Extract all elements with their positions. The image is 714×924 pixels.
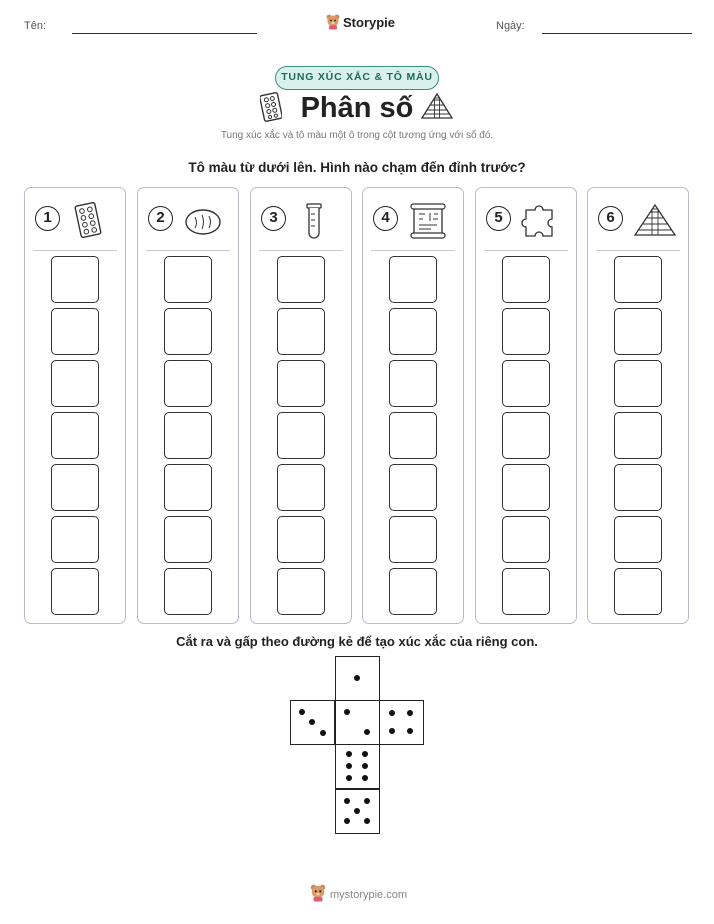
column-header — [373, 202, 453, 238]
color-cell[interactable] — [389, 360, 437, 407]
color-cell[interactable] — [277, 568, 325, 615]
dice-pip — [364, 729, 370, 735]
column-number: 4 — [373, 206, 398, 231]
dice-pip — [346, 751, 352, 757]
color-cell[interactable] — [164, 308, 212, 355]
dice-pip — [362, 751, 368, 757]
color-cell[interactable] — [51, 412, 99, 459]
title-row — [0, 88, 714, 128]
name-label: Tên: — [24, 20, 47, 32]
papyrus-scroll-icon — [408, 202, 448, 240]
instruction: Tô màu từ dưới lên. Hình nào chạm đến đỉnh trước? — [188, 160, 526, 175]
column-number: 2 — [148, 206, 173, 231]
color-cell[interactable] — [277, 412, 325, 459]
column-divider — [596, 250, 680, 251]
dice-pip — [344, 709, 350, 715]
column-header — [486, 202, 566, 238]
column-number: 1 — [35, 206, 60, 231]
dice-face — [335, 656, 380, 701]
test-tube-icon — [296, 202, 332, 240]
column-6 — [587, 187, 689, 624]
cut-instruction: Cắt ra và gấp theo đường kẻ để tạo xúc xắc của riêng con. — [176, 634, 538, 649]
color-cell[interactable] — [502, 360, 550, 407]
dice-pip — [364, 798, 370, 804]
dice-pip — [389, 728, 395, 734]
dice-pip — [344, 818, 350, 824]
color-cell[interactable] — [502, 516, 550, 563]
color-cell[interactable] — [502, 568, 550, 615]
color-cell[interactable] — [389, 516, 437, 563]
color-cell[interactable] — [614, 256, 662, 303]
column-header — [35, 202, 115, 238]
color-cell[interactable] — [164, 360, 212, 407]
column-number: 5 — [486, 206, 511, 231]
color-cell[interactable] — [614, 360, 662, 407]
color-cell[interactable] — [389, 412, 437, 459]
color-cell[interactable] — [51, 360, 99, 407]
color-cell[interactable] — [389, 256, 437, 303]
bread-icon — [183, 202, 223, 238]
date-line[interactable] — [542, 33, 692, 34]
dice-pip — [364, 818, 370, 824]
chocolate-bar-icon — [260, 92, 282, 122]
color-cell[interactable] — [164, 568, 212, 615]
color-cell[interactable] — [277, 516, 325, 563]
dice-pip — [344, 798, 350, 804]
column-number: 6 — [598, 206, 623, 231]
color-cell[interactable] — [164, 412, 212, 459]
dice-face — [335, 744, 380, 789]
color-cell[interactable] — [389, 464, 437, 511]
column-divider — [33, 250, 117, 251]
brand-logo — [326, 14, 395, 30]
column-header — [598, 202, 678, 238]
column-4 — [362, 187, 464, 624]
footer — [0, 884, 714, 906]
color-cell[interactable] — [502, 256, 550, 303]
color-cell[interactable] — [614, 308, 662, 355]
color-cell[interactable] — [51, 464, 99, 511]
dice-face — [335, 789, 380, 834]
column-divider — [146, 250, 230, 251]
color-cell[interactable] — [51, 308, 99, 355]
dice-pip — [389, 710, 395, 716]
activity-badge: TUNG XÚC XẮC & TÔ MÀU — [275, 66, 439, 90]
column-header — [261, 202, 341, 238]
color-cell[interactable] — [277, 360, 325, 407]
dice-pip — [362, 775, 368, 781]
name-line[interactable] — [72, 33, 257, 34]
color-cell[interactable] — [502, 464, 550, 511]
color-cell[interactable] — [614, 516, 662, 563]
column-2 — [137, 187, 239, 624]
color-cell[interactable] — [614, 568, 662, 615]
dice-pip — [309, 719, 315, 725]
subtitle: Tung xúc xắc và tô màu một ô trong cột tương ứng với số đó. — [220, 130, 494, 141]
dice-pip — [299, 709, 305, 715]
color-cell[interactable] — [51, 516, 99, 563]
column-divider — [259, 250, 343, 251]
brand-name: Storypie — [343, 14, 396, 30]
color-cell[interactable] — [164, 464, 212, 511]
dice-face — [379, 700, 424, 745]
color-cell[interactable] — [277, 464, 325, 511]
dice-pip — [346, 763, 352, 769]
color-cell[interactable] — [164, 256, 212, 303]
date-label: Ngày: — [496, 20, 525, 32]
color-cell[interactable] — [51, 256, 99, 303]
color-cell[interactable] — [614, 464, 662, 511]
dice-pip — [346, 775, 352, 781]
dice-pip — [362, 763, 368, 769]
bear-mascot-icon — [310, 884, 326, 902]
dice-pip — [354, 675, 360, 681]
column-1 — [24, 187, 126, 624]
column-divider — [484, 250, 568, 251]
dice-face — [335, 700, 380, 745]
footer-url: mystorypie.com — [330, 889, 408, 901]
column-number: 3 — [261, 206, 286, 231]
chocolate-bar-icon — [70, 202, 106, 238]
dice-face — [290, 700, 335, 745]
color-cell[interactable] — [389, 308, 437, 355]
pyramid-icon — [633, 202, 677, 238]
column-5 — [475, 187, 577, 624]
color-cell[interactable] — [164, 516, 212, 563]
page-title: Phân số — [300, 92, 414, 124]
color-cell[interactable] — [51, 568, 99, 615]
puzzle-piece-icon — [521, 202, 559, 240]
dice-pip — [407, 710, 413, 716]
column-3 — [250, 187, 352, 624]
dice-pip — [320, 730, 326, 736]
worksheet-header — [0, 14, 714, 40]
color-cell[interactable] — [277, 256, 325, 303]
pyramid-icon — [420, 92, 454, 120]
color-cell[interactable] — [389, 568, 437, 615]
dice-pip — [354, 808, 360, 814]
dice-pip — [407, 728, 413, 734]
column-header — [148, 202, 228, 238]
color-cell[interactable] — [614, 412, 662, 459]
bear-mascot-icon — [326, 14, 340, 30]
column-divider — [371, 250, 455, 251]
color-cell[interactable] — [502, 308, 550, 355]
color-cell[interactable] — [502, 412, 550, 459]
color-cell[interactable] — [277, 308, 325, 355]
